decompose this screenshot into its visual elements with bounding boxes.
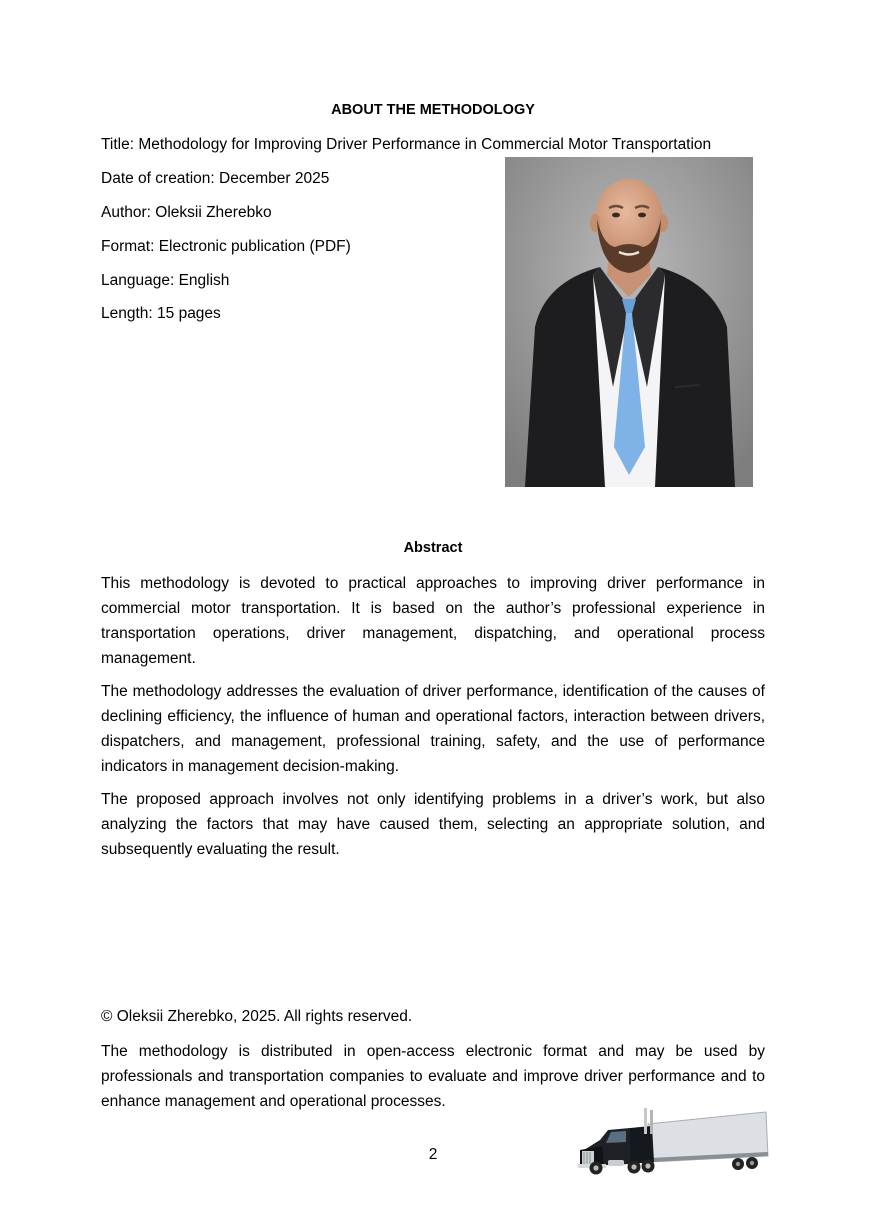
author-portrait-photo [505,157,753,487]
section-title: ABOUT THE METHODOLOGY [331,102,535,118]
semi-truck-icon [578,1106,770,1176]
abstract-paragraph: This methodology is devoted to practical approaches to improving driver performance in commercial motor transportation. It is based on the author’s professional experience in transportation operations, driver management, dispatching, and operational process management. [101,575,765,667]
abstract-paragraph: The proposed approach involves not only identifying problems in a driver’s work, but also analyzing the factors that may have caused them, selecting an appropriate solution, and subsequently evaluating the result. [101,791,765,858]
page-number: 2 [428,1146,438,1163]
abstract-paragraph: The methodology addresses the evaluation of driver performance, identification of the causes of declining efficiency, the influence of human and operational factors, interaction between drivers, dispatchers, and management, professional training, safety, and the use of performance indicators in management decision-making. [101,683,765,775]
meta-title: Title: Methodology for Improving Driver Performance in Commercial Motor Transportation [101,136,712,153]
meta-length: Length: 15 pages [101,305,221,322]
copyright-notice: © Oleksii Zherebko, 2025. All rights reserved. [101,1008,413,1025]
abstract-heading: Abstract [403,540,463,556]
distribution-statement: The methodology is distributed in open-access electronic format and may be used by professionals and transportation companies to evaluate and improve driver performance and to enhance management and operational processes. [101,1043,765,1110]
meta-format: Format: Electronic publication (PDF) [101,238,351,255]
meta-date: Date of creation: December 2025 [101,170,330,187]
meta-language: Language: English [101,272,230,289]
meta-author: Author: Oleksii Zherebko [101,204,272,221]
